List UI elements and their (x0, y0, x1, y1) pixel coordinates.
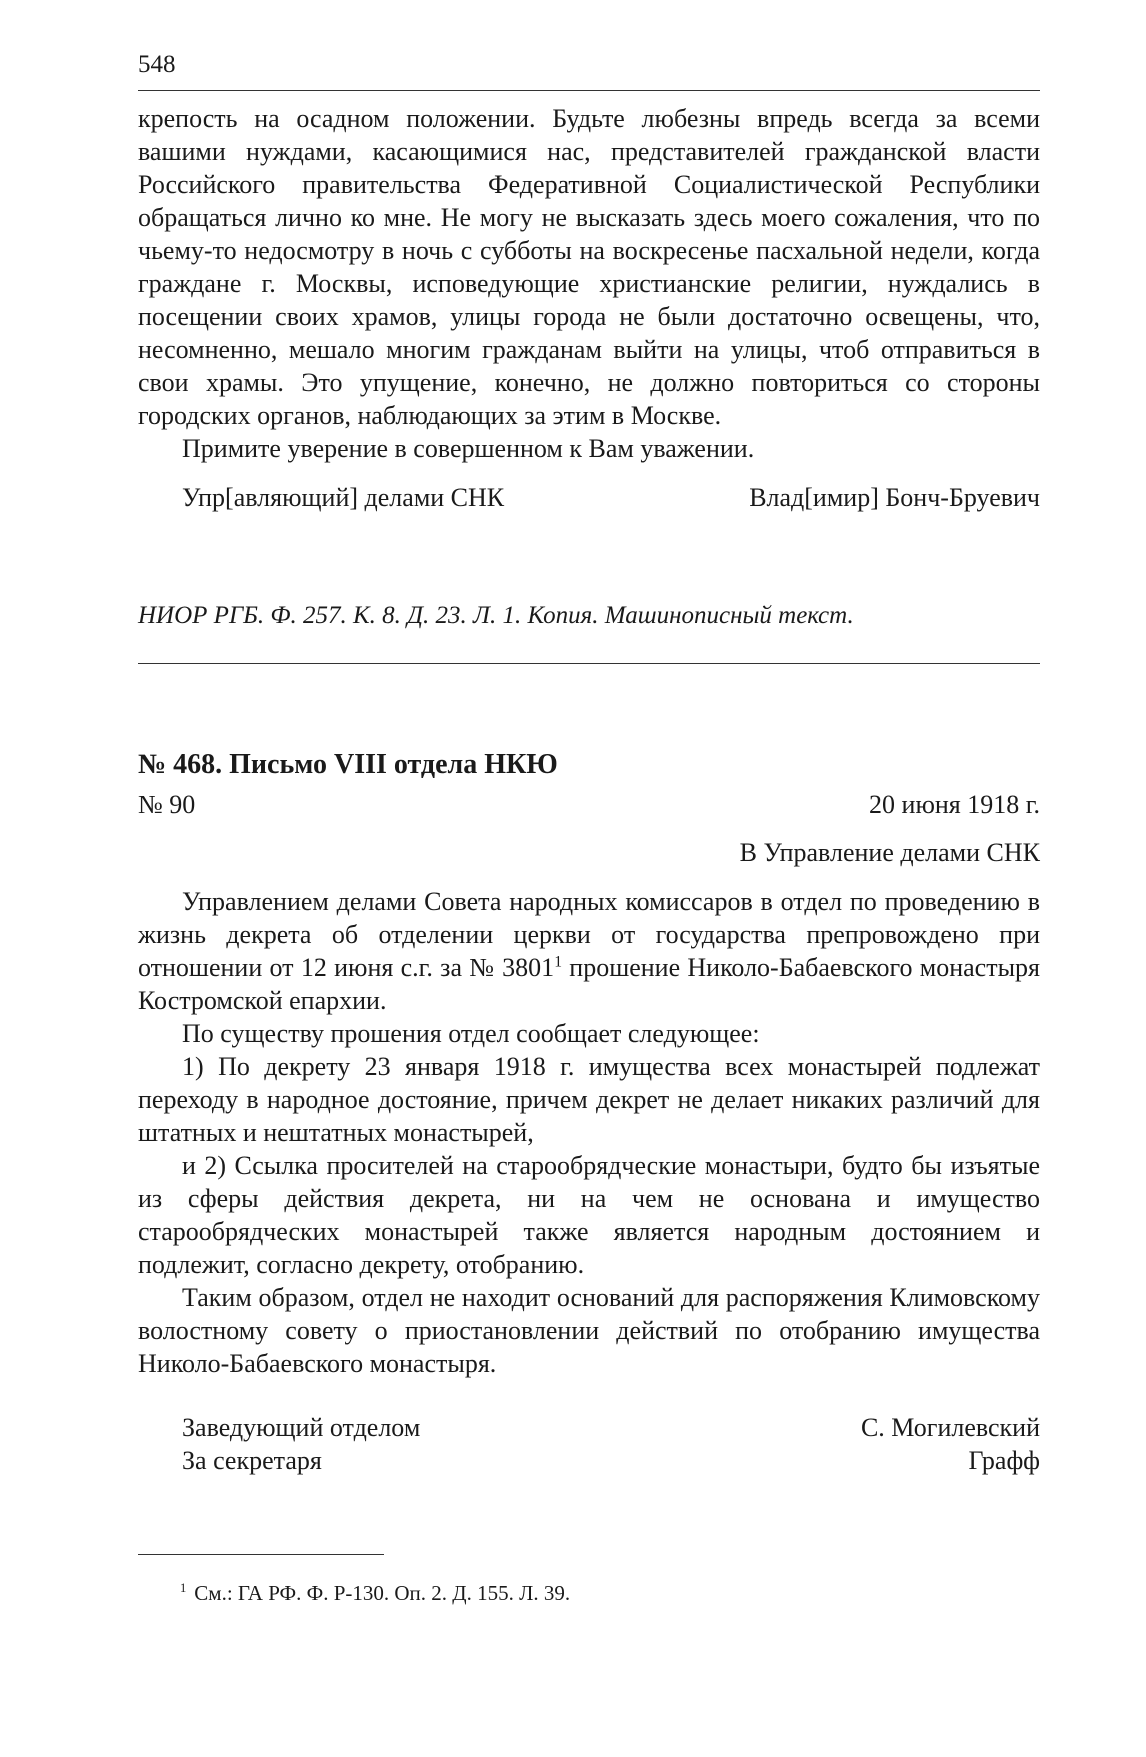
body-paragraph-5: Таким образом, отдел не находит оснований для распоряжения Климовскому волостному совету о приостановлении действий по отобранию имущества Николо-Бабаевского монастыря. (138, 1283, 1040, 1378)
document-date: 20 июня 1918 г. (869, 790, 1040, 819)
body-paragraph-1 (138, 885, 1040, 1017)
body-paragraph-2: По существу прошения отдел сообщает следующее: (182, 1019, 760, 1048)
body-paragraph-4: и 2) Ссылка просителей на старообрядческие монастыри, будто бы изъятые из сферы действия декрета, ни на чем не основана и имущество старообрядческих монастырей также является народным достоянием и подлежит, согласно декрету, отобранию. (138, 1151, 1040, 1279)
previous-document-continuation (138, 102, 1040, 465)
signature-name: Влад[имир] Бонч-Бруевич (749, 483, 1040, 512)
header-rule (138, 90, 1040, 91)
footnote-text: См.: ГА РФ. Ф. Р-130. Оп. 2. Д. 155. Л. 39. (194, 1581, 571, 1605)
closing-courtesy: Примите уверение в совершенном к Вам уважении. (182, 434, 755, 463)
body-paragraph-3: 1) По декрету 23 января 1918 г. имущества всех монастырей подлежат переходу в народное достояние, причем декрет не делает никаких различий для штатных и нештатных монастырей, (138, 1052, 1040, 1147)
document-meta (138, 788, 1040, 821)
document-number: № 90 (138, 790, 196, 819)
document-body (138, 885, 1040, 1380)
signature-role: Заведующий отделом (182, 1413, 421, 1442)
continuation-paragraph: крепость на осадном положении. Будьте любезны впредь всегда за всеми вашими нуждами, касающимися нас, представителей гражданской власти Российского правительства Федеративной Социалистической Республики обращаться лично ко мне. Не могу не высказать здесь моего сожаления, что по чьему-то недосмотру в ночь с субботы на воскресенье пасхальной недели, когда граждане г. Москвы, исповедующие христианские религии, нуждались в посещении своих храмов, улицы города не были достаточно освещены, что, несомненно, мешало многим гражданам выйти на улицы, чтоб отправиться в свои храмы. Это упущение, конечно, не должно повториться со стороны городских органов, наблюдающих за этим в Москве. (138, 104, 1040, 430)
footnote-reference: 1 (554, 953, 562, 971)
archive-reference: НИОР РГБ. Ф. 257. К. 8. Д. 23. Л. 1. Копия. Машинописный текст. (138, 602, 854, 629)
footnote (180, 1574, 570, 1607)
document-signatures (138, 1411, 1040, 1477)
footnote-mark: 1 (180, 1581, 187, 1595)
footnote-rule (138, 1554, 384, 1555)
document-separator (138, 663, 1040, 664)
page-number: 548 (138, 51, 176, 78)
signature-name: Графф (968, 1446, 1040, 1475)
previous-signature (138, 481, 1040, 514)
body-paragraph-1-text: Управлением делами Совета народных комиссаров в отдел по проведению в жизнь декрета об отделении церкви от государства препровождено при отношении от 12 июня с.г. за № 3801 (138, 887, 1040, 982)
document-heading: № 468. Письмо VIII отдела НКЮ (138, 749, 558, 780)
addressee: В Управление делами СНК (739, 838, 1040, 867)
signature-row (138, 1411, 1040, 1444)
signature-row (138, 1444, 1040, 1477)
signature-title: Упр[авляющий] делами СНК (182, 483, 505, 512)
body-paragraph-1-tail: прошение Николо-Бабаевского монастыря Костромской епархии. (138, 953, 1040, 1015)
signature-role: За секретаря (182, 1446, 322, 1475)
signature-row (138, 481, 1040, 514)
signature-name: С. Могилевский (860, 1413, 1040, 1442)
